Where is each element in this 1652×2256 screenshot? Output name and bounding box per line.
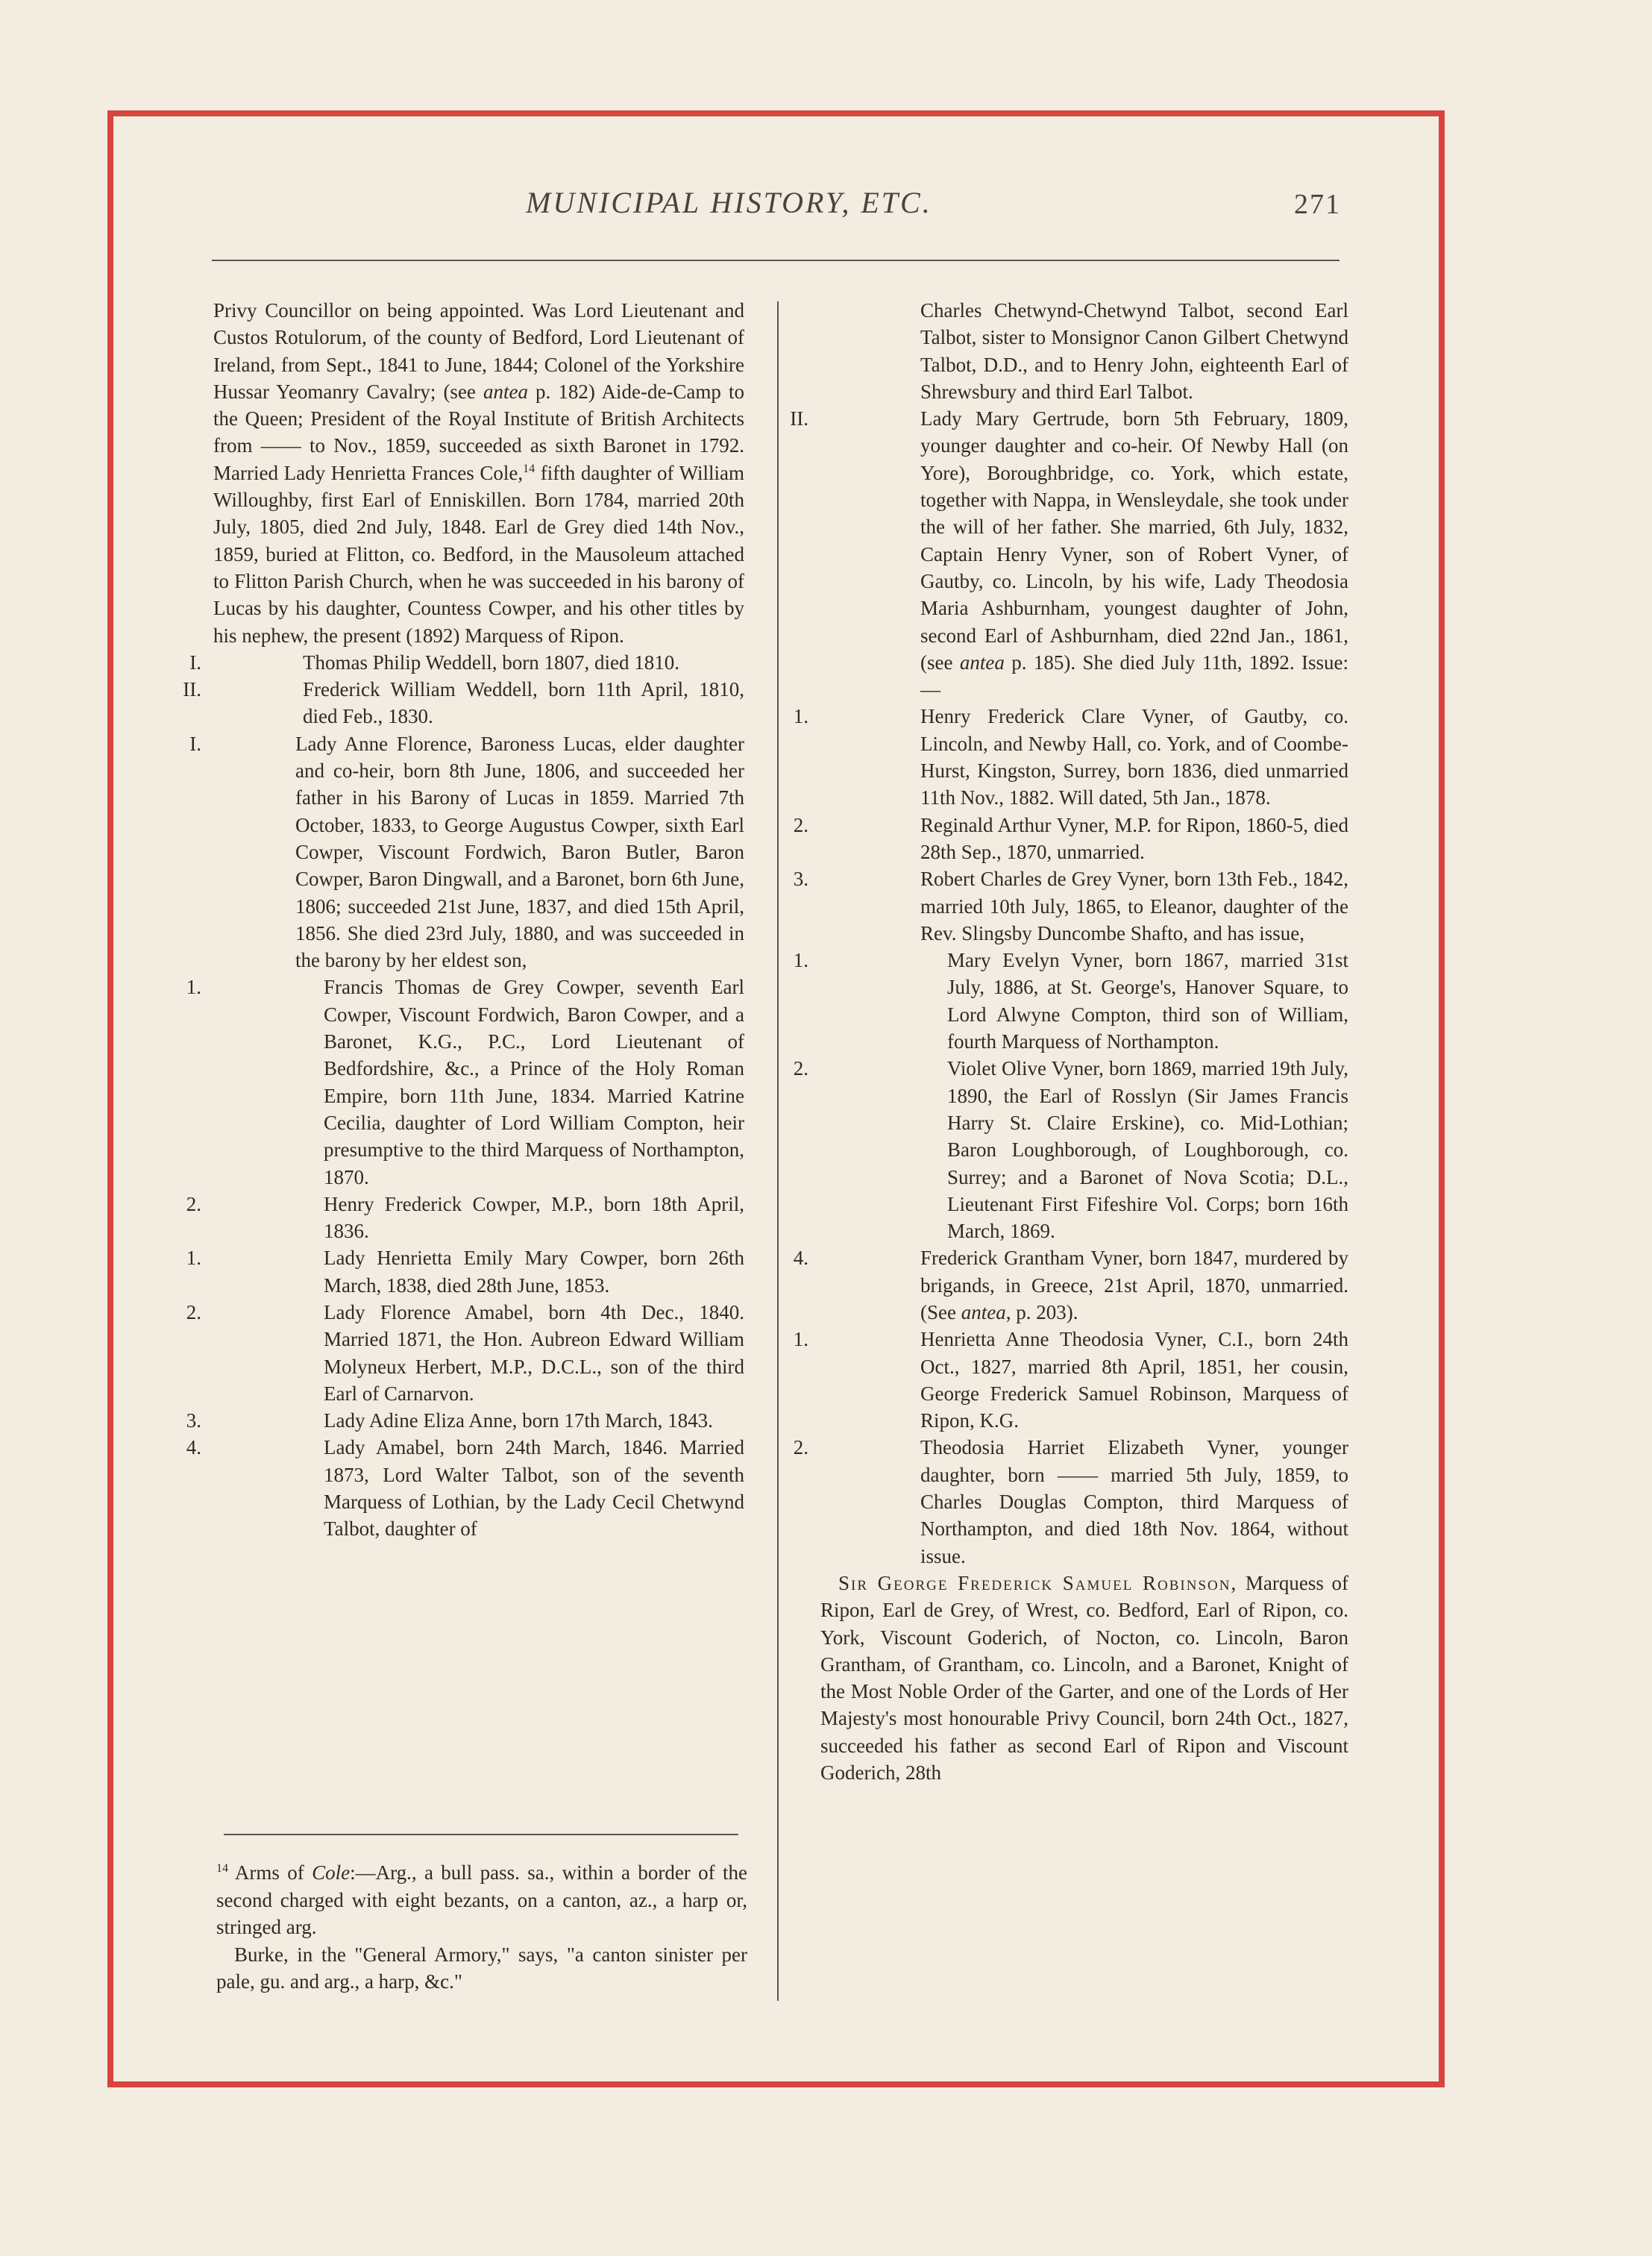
sir-george-name: Sir George Frederick Samuel Robinson,	[838, 1571, 1238, 1594]
list-item: 4. Frederick Grantham Vyner, born 1847, murdered by brigands, in Greece, 21st April, 1870, unmarried. (See antea, p. 203).	[793, 1247, 1348, 1323]
list-item: 3. Robert Charles de Grey Vyner, born 13th Feb., 1842, married 10th July, 1865, to Eleanor, daughter of the Rev. Slingsby Duncombe Shafto, and has issue,	[793, 868, 1348, 944]
list-item: 1. Francis Thomas de Grey Cowper, seventh Earl Cowper, Viscount Fordwich, Baron Cowper, and a Baronet, K.G., P.C., Lord Lieutenant of Bedfordshire, &c., a Prince of the Holy Roman Empire, born 11th June, 1834. Married Katrine Cecilia, daughter of Lord William Compton, heir presumptive to the third Marquess of Northampton, 1870.	[186, 976, 744, 1188]
list-item: I. Lady Anne Florence, Baroness Lucas, elder daughter and co-heir, born 8th June, 1806, and succeeded her father in his Barony of Lucas in 1859. Married 7th October, 1833, to George Augustus Cowper, sixth Earl Cowper, Viscount Fordwich, Baron Butler, Baron Cowper, Baron Dingwall, and a Baronet, born 6th June, 1806; succeeded 21st June, 1837, and died 15th April, 1856. She died 23rd July, 1880, and was succeeded in the barony by her eldest son,	[189, 732, 744, 972]
list-item: I. Thomas Philip Weddell, born 1807, died 1810.	[189, 651, 680, 674]
footnote-burke: Burke, in the "General Armory," says, "a canton sinister per pale, gu. and arg., a harp, &c."	[216, 1943, 747, 1993]
footnote	[216, 1859, 747, 1996]
list-item: 1. Henry Frederick Clare Vyner, of Gautby, co. Lincoln, and Newby Hall, co. York, and of Coombe-Hurst, Kingston, Surrey, born 1836, died unmarried 11th Nov., 1882. Will dated, 5th Jan., 1878.	[793, 705, 1348, 809]
list-item: 1. Henrietta Anne Theodosia Vyner, C.I., born 24th Oct., 1827, married 8th April, 1851, her cousin, George Frederick Samuel Robinson, Marquess of Ripon, K.G.	[793, 1328, 1348, 1432]
right-column	[790, 297, 1349, 1786]
list-item: 2. Lady Florence Amabel, born 4th Dec., 1840. Married 1871, the Hon. Aubreon Edward William Molyneux Herbert, M.P., D.C.L., son of the third Earl of Carnarvon.	[186, 1300, 744, 1405]
list-item: II. Lady Mary Gertrude, born 5th February, 1809, younger daughter and co-heir. Of Newby Hall (on Yore), Boroughbridge, co. York, which estate, together with Nappa, in Wensleydale, she took under the will of her father. She married, 6th July, 1832, Captain Henry Vyner, son of Robert Vyner, of Gautby, co. Lincoln, by his wife, Lady Theodosia Maria Ashburnham, youngest daughter of John, second Earl of Ashburnham, died 22nd Jan., 1861, (see antea p. 185). She died July 11th, 1892. Issue:—	[790, 407, 1349, 701]
list-item: 1. Mary Evelyn Vyner, born 1867, married 31st July, 1886, at St. George's, Hanover Square, to Lord Alwyne Compton, third son of William, fourth Marquess of Northampton.	[793, 949, 1348, 1053]
running-head	[0, 185, 1652, 230]
column-divider	[777, 301, 779, 2001]
footnote-arms: $^{14}$ Arms of Cole:—Arg., a bull pass. sa., within a border of the second charged with eight bezants, on a canton, az., a harp or, stringed arg.	[216, 1861, 747, 1938]
list-item: 1. Lady Henrietta Emily Mary Cowper, born 26th March, 1838, died 28th June, 1853.	[186, 1247, 744, 1297]
list-item: 3. Lady Adine Eliza Anne, born 17th March, 1843.	[186, 1409, 713, 1432]
list-item: II. Frederick William Weddell, born 11th April, 1810, died Feb., 1830.	[183, 678, 744, 728]
continuation-paragraph: Charles Chetwynd-Chetwynd Talbot, second Earl Talbot, sister to Monsignor Canon Gilbert Chetwynd Talbot, D.D., and to Henry John, eighteenth Earl of Shrewsbury and third Earl Talbot.	[920, 299, 1348, 403]
footnote-rule	[224, 1834, 738, 1835]
left-column	[183, 297, 744, 1543]
list-item: 2. Violet Olive Vyner, born 1869, married 19th July, 1890, the Earl of Rosslyn (Sir James Francis Harry St. Claire Erskine), co. Mid-Lothian; Baron Loughborough, of Loughborough, co. Surrey; and a Baronet of Nova Scotia; D.L., Lieutenant First Fifeshire Vol. Corps; born 16th March, 1869.	[793, 1057, 1348, 1243]
header-rule	[212, 260, 1339, 261]
intro-paragraph: Privy Councillor on being appointed. Was Lord Lieutenant and Custos Rotulorum, of the county of Bedford, Lord Lieutenant of Ireland, from Sept., 1841 to June, 1844; Colonel of the Yorkshire Hussar Yeomanry Cavalry; (see antea p. 182) Aide-de-Camp to the Queen; President of the Royal Institute of British Architects from —— to Nov., 1859, succeeded as sixth Baronet in 1792. Married Lady Henrietta Frances Cole,$^{14}$ fifth daughter of William Willoughby, first Earl of Enniskillen. Born 1784, married 20th July, 1805, died 2nd July, 1848. Earl de Grey died 14th Nov., 1859, buried at Flitton, co. Bedford, in the Mausoleum attached to Flitton Parish Church, when he was succeeded in his barony of Lucas by his daughter, Countess Cowper, and his other titles by his nephew, the present (1892) Marquess of Ripon.	[213, 299, 744, 647]
list-item: 2. Reginald Arthur Vyner, M.P. for Ripon, 1860-5, died 28th Sep., 1870, unmarried.	[793, 813, 1348, 863]
footnote-ref: 14	[523, 462, 536, 475]
list-item: 4. Lady Amabel, born 24th March, 1846. Married 1873, Lord Walter Talbot, son of the seventh Marquess of Lothian, by the Lady Cecil Chetwynd Talbot, daughter of	[186, 1436, 744, 1541]
list-item: 2. Henry Frederick Cowper, M.P., born 18th April, 1836.	[186, 1192, 744, 1243]
sir-george-paragraph: Sir George Frederick Samuel Robinson, Marquess of Ripon, Earl de Grey, of Wrest, co. Bedford, Earl of Ripon, co. York, Viscount Goderich, of Nocton, co. Lincoln, Baron Grantham, of Grantham, co. Lincoln, and a Baronet, Knight of the Most Noble Order of the Garter, and one of the Lords of Her Majesty's most honourable Privy Council, born 24th Oct., 1827, succeeded his father as second Earl of Ripon and Viscount Goderich, 28th	[820, 1571, 1348, 1785]
running-title: MUNICIPAL HISTORY, ETC.	[526, 186, 932, 219]
list-item: 2. Theodosia Harriet Elizabeth Vyner, younger daughter, born —— married 5th July, 1859, to Charles Douglas Compton, third Marquess of Northampton, and died 18th Nov. 1864, without issue.	[793, 1436, 1348, 1567]
page-number: 271	[1294, 189, 1341, 220]
